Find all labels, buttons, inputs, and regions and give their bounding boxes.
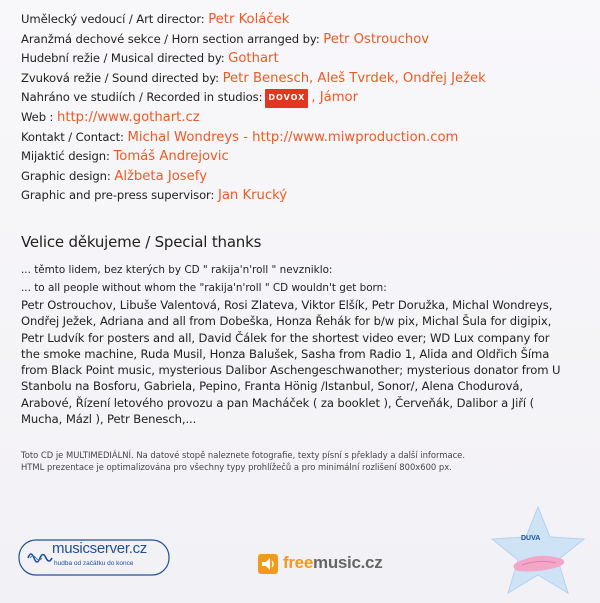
credit-value: Alžbeta Josefy — [114, 168, 208, 184]
star-badge-icon — [488, 505, 588, 597]
musicserver-logo — [18, 539, 172, 577]
freemusic-logo — [258, 553, 408, 577]
thanks-intro-cz: ... těmto lidem, bez kterých by CD " rakija'n'roll " nevzniklo: — [21, 264, 333, 276]
multimedia-note — [21, 450, 581, 474]
web-link[interactable]: http://www.gothart.cz — [56, 109, 200, 125]
duva-wordmark: DUVA — [521, 535, 541, 542]
freemusic-wordmark — [283, 553, 382, 573]
thanks-names: Petr Ostrouchov, Libuše Valentová, Rosi Zlateva, Viktor Elšík, Petr Doružka, Michal Wondreys, Ondřej Ježek, Adriana and all from Dobeška, Honza Řehák for b/w pix, Michal Šula for digipix, Petr Ludvík for posters and all, David Čálek for the shortest video ever; WD Lux company for the smoke machine, Ruda Musil, Honza Balušek, Sasha from Radio 1, Alida and Oldřich Šíma from Black Point music, mysterious Dalibor Aschengeschwanother; mysterious donator from U Stanbolu na Bosforu, Gabriela, Pepino, Franta Hönig /Istanbul, Sonor/, Alena Chodurová, Arabové, Řízení letového provozu a pan Macháček ( za booklet ), Červeňák, Dalibor a Jiří ( Mucha, Mázl ), Petr Benesch,... — [21, 298, 561, 427]
credit-label: Hudební režie / Musical directed by: — [21, 51, 225, 66]
credit-value: Jan Krucký — [217, 188, 288, 204]
multimedia-line-1: Toto CD je MULTIMEDIÁLNÍ. Na datové stopě naleznete fotografie, texty písní s překlady a další informace. — [21, 450, 465, 460]
freemusic-rest: music.cz — [313, 553, 383, 572]
credit-label: Kontakt / Contact: — [21, 129, 124, 144]
credit-value: Petr Koláček — [208, 12, 290, 27]
credit-sound — [21, 69, 581, 89]
speaker-square-icon — [258, 554, 278, 574]
thanks-intro — [21, 261, 581, 297]
thanks-intro-en: ... to all people without whom the "rakija'n'roll " CD wouldn't get born: — [21, 282, 387, 294]
credit-value: Gothart — [228, 51, 279, 67]
contact-link[interactable]: Michal Wondreys - http://www.miwproduction.com — [127, 129, 459, 145]
credit-value: Petr Benesch, Aleš Tvrdek, Ondřej Ježek — [222, 70, 486, 86]
duva-logo — [488, 505, 588, 597]
credit-label: Zvuková režie / Sound directed by: — [21, 70, 219, 85]
dovox-logo: DOVOX — [265, 89, 308, 108]
credit-web — [21, 108, 581, 128]
credit-value: , Jámor — [311, 90, 359, 106]
credit-label: Web : — [21, 109, 54, 124]
credit-label: Graphic and pre-press supervisor: — [21, 188, 215, 203]
credit-label: Aranžmá dechové sekce / Horn section arranged by: — [21, 31, 320, 46]
credit-label: Mijaktić design: — [21, 149, 110, 164]
credit-studios — [21, 88, 581, 108]
credit-horn-section — [21, 30, 581, 50]
musicserver-wordmark: musicserver.cz — [52, 540, 147, 557]
credits-list — [21, 10, 581, 206]
credit-prepress — [21, 186, 581, 206]
credit-label: Umělecký vedoucí / Art director: — [21, 12, 205, 26]
credit-mijaktic-design — [21, 147, 581, 167]
multimedia-line-2: HTML prezentace je optimalizována pro všechny typy prohlížečů a pro minimální rozlišení 800x600 px. — [21, 461, 452, 472]
credit-graphic-design — [21, 167, 581, 187]
sound-wave-icon — [26, 548, 54, 568]
thanks-heading: Velice děkujeme / Special thanks — [21, 233, 262, 251]
credit-musical-director — [21, 49, 581, 69]
credit-label: Nahráno ve studiích / Recorded in studios: — [21, 90, 263, 105]
credit-art-director — [21, 10, 581, 30]
musicserver-tagline: hudba od začátku do konce — [54, 560, 134, 567]
credit-value: Tomáš Andrejovic — [113, 149, 229, 165]
credit-label: Graphic design: — [21, 168, 111, 183]
freemusic-free: free — [283, 553, 313, 572]
credit-value: Petr Ostrouchov — [323, 31, 430, 47]
credit-contact — [21, 128, 581, 148]
